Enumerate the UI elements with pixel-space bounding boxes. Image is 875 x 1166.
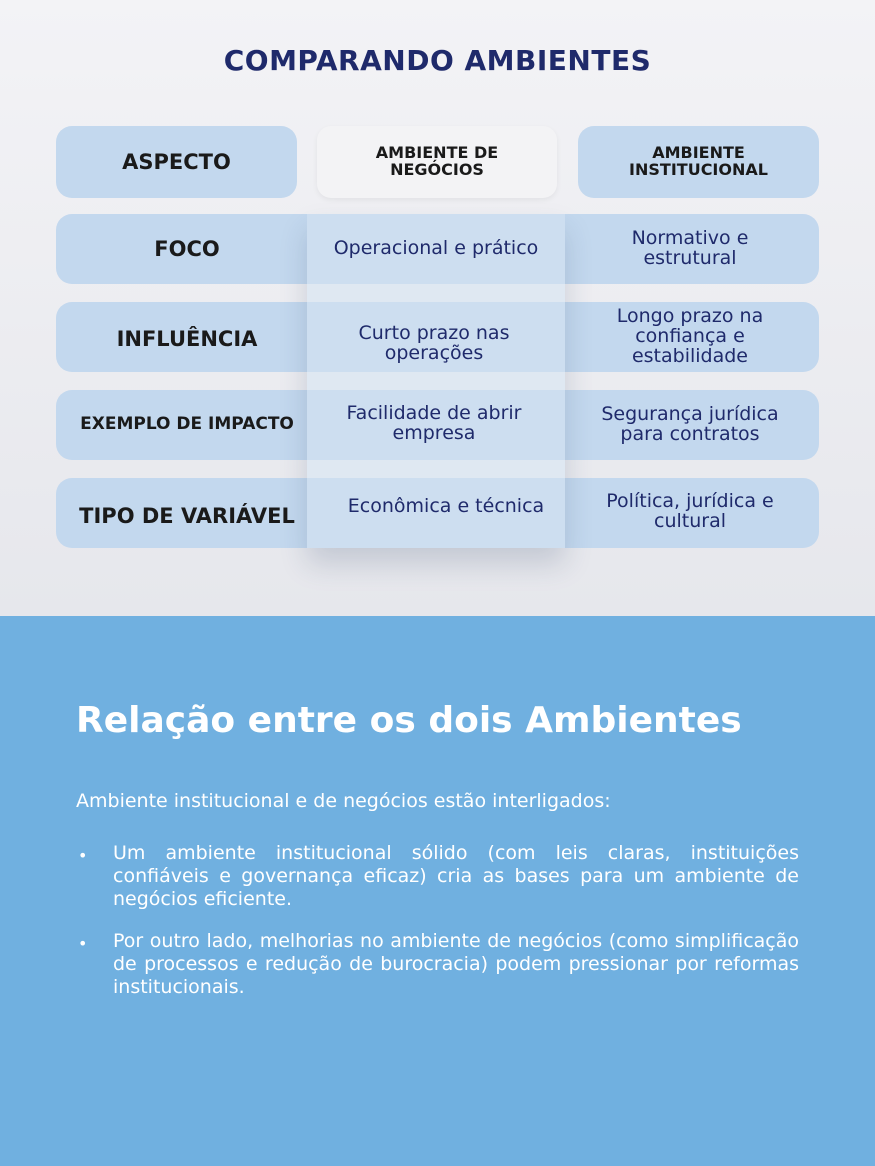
relation-intro: Ambiente institucional e de negócios estão interligados: [76, 790, 611, 812]
row-aspect: TIPO DE VARIÁVEL [79, 503, 295, 528]
column-gap [307, 284, 565, 302]
row-aspect: INFLUÊNCIA [116, 326, 258, 351]
row-aspect: EXEMPLO DE IMPACTO [80, 414, 294, 435]
row-institutional: Segurança jurídica para contratos [601, 403, 779, 445]
row-institutional: Normativo e estrutural [631, 227, 749, 269]
row-institutional: Política, jurídica e cultural [606, 490, 774, 532]
row-business: Econômica e técnica [347, 495, 545, 518]
relation-title: Relação entre os dois Ambientes [76, 700, 742, 741]
row-business: Curto prazo nas operações [358, 322, 510, 364]
row-business: Operacional e prático [333, 237, 539, 260]
row-business: Facilidade de abrir empresa [346, 402, 522, 444]
bullet-dot: • [78, 846, 88, 865]
row-aspect: FOCO [154, 236, 220, 261]
relation-bullet: Por outro lado, melhorias no ambiente de negócios (como simplificação de processos e redução de burocracia) podem pressionar por reformas institucionais. [113, 930, 799, 998]
row-institutional: Longo prazo na confiança e estabilidade [616, 305, 764, 367]
relation-bullet: Um ambiente institucional sólido (com leis claras, instituições confiáveis e governança eficaz) cria as bases para um ambiente de negócios eficiente. [113, 842, 799, 910]
header-business: AMBIENTE DE NEGÓCIOS [375, 143, 499, 179]
bullet-dot: • [78, 934, 88, 953]
header-institutional: AMBIENTE INSTITUCIONAL [629, 143, 768, 179]
comparison-title: COMPARANDO AMBIENTES [223, 44, 652, 77]
header-aspect: ASPECTO [122, 149, 231, 174]
